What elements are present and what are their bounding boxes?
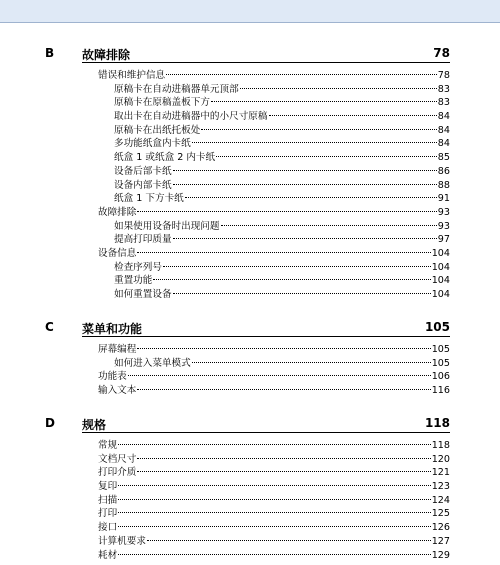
toc-leader-dots [137, 471, 430, 472]
toc-leader-dots [137, 252, 430, 253]
toc-entry-title: 设备内部卡纸 [114, 179, 172, 191]
toc-entry-page: 125 [431, 508, 450, 520]
toc-leader-dots [173, 293, 431, 294]
toc-entry-title: 原稿卡在原稿盖板下方 [114, 97, 210, 109]
toc-entry-page: 84 [437, 111, 450, 123]
toc-leader-dots [118, 526, 431, 527]
toc-leader-dots [211, 101, 437, 102]
toc-entry[interactable] [98, 453, 450, 467]
toc-entry-page: 105 [431, 344, 450, 355]
toc-entry-page: 91 [437, 193, 450, 205]
toc-entry[interactable] [114, 288, 450, 302]
toc-leader-dots [118, 444, 431, 445]
toc-entry[interactable] [114, 165, 450, 179]
toc-entry[interactable] [114, 274, 450, 288]
chapter-letter: B [45, 46, 55, 60]
chapter-rule [82, 62, 450, 63]
toc-entry-page: 105 [431, 357, 450, 369]
toc-entry-page: 104 [431, 247, 450, 259]
toc-entry-page: 93 [437, 206, 450, 218]
toc-entry-page: 106 [431, 371, 450, 383]
toc-entry-title: 接口 [98, 522, 118, 534]
chapter-heading-b [0, 46, 500, 66]
chapter-rule [82, 432, 450, 433]
toc-entry-title: 纸盒 1 下方卡纸 [114, 193, 184, 205]
toc-leader-dots [118, 499, 431, 500]
toc-entry-title: 取出卡在自动进稿器中的小尺寸原稿 [114, 111, 268, 123]
chapter-rule [82, 336, 450, 337]
toc-entry-title: 原稿卡在自动进稿器单元顶部 [114, 83, 239, 95]
toc-entry-page: 84 [437, 138, 450, 150]
toc-entry-title: 纸盒 1 或纸盒 2 内卡纸 [114, 152, 216, 164]
toc-entry-title: 输入文本 [98, 385, 137, 397]
toc-entry-page: 104 [431, 275, 450, 287]
chapter-heading-c [0, 320, 500, 340]
toc-entry-page: 127 [431, 535, 450, 547]
toc-entry[interactable] [98, 439, 450, 453]
toc-entry-title: 如何进入菜单模式 [114, 357, 191, 369]
toc-entry[interactable] [98, 206, 450, 220]
toc-leader-dots [118, 512, 431, 513]
toc-entry[interactable] [114, 96, 450, 110]
toc-entry-page: 118 [431, 440, 450, 451]
toc-entry[interactable] [98, 507, 450, 521]
toc-entry[interactable] [98, 69, 450, 83]
chapter-title: 故障排除 [82, 48, 131, 62]
toc-entry-page: 129 [431, 549, 450, 561]
toc-entry-title: 多功能纸盒内卡纸 [114, 138, 191, 150]
toc-entry-title: 屏幕编程 [98, 344, 137, 355]
chapter-title: 菜单和功能 [82, 322, 143, 336]
toc-list-b [0, 69, 500, 302]
toc-leader-dots [192, 362, 431, 363]
toc-entry-title: 耗材 [98, 549, 118, 561]
toc-leader-dots [173, 184, 437, 185]
toc-entry-title: 常规 [98, 440, 118, 451]
toc-leader-dots [137, 458, 430, 459]
toc-leader-dots [118, 554, 431, 555]
toc-leader-dots [173, 238, 437, 239]
toc-entry-title: 计算机要求 [98, 535, 146, 547]
toc-entry-page: 126 [431, 522, 450, 534]
toc-entry-page: 84 [437, 124, 450, 136]
toc-leader-dots [118, 485, 431, 486]
toc-entry[interactable] [114, 110, 450, 124]
toc-leader-dots [201, 129, 436, 130]
toc-entry[interactable] [98, 494, 450, 508]
toc-entry-page: 124 [431, 494, 450, 506]
toc-entry-page: 123 [431, 481, 450, 493]
toc-entry-page: 120 [431, 453, 450, 465]
toc-entry-title: 重置功能 [114, 275, 153, 287]
toc-entry[interactable] [98, 521, 450, 535]
toc-entry[interactable] [98, 384, 450, 398]
toc-leader-dots [185, 197, 437, 198]
toc-entry-page: 83 [437, 83, 450, 95]
toc-list-c [0, 343, 500, 398]
toc-entry[interactable] [114, 192, 450, 206]
chapter-letter: D [45, 416, 55, 430]
toc-entry[interactable] [98, 370, 450, 384]
toc-entry[interactable] [114, 179, 450, 193]
toc-entry-title: 文档尺寸 [98, 453, 137, 465]
toc-entry-title: 扫描 [98, 494, 118, 506]
toc-entry-title: 原稿卡在出纸托板处 [114, 124, 201, 136]
toc-entry-title: 故障排除 [98, 206, 137, 218]
toc-leader-dots [166, 74, 437, 75]
toc-leader-dots [240, 88, 437, 89]
toc-entry-title: 复印 [98, 481, 118, 493]
toc-entry-title: 功能表 [98, 371, 127, 383]
toc-entry-title: 错误和维护信息 [98, 70, 166, 81]
toc-leader-dots [153, 279, 430, 280]
toc-entry[interactable] [114, 261, 450, 275]
chapter-page: 78 [433, 46, 450, 60]
toc-leader-dots [173, 170, 437, 171]
chapter-page: 118 [424, 416, 450, 430]
toc-leader-dots [147, 540, 431, 541]
toc-entry-title: 打印 [98, 508, 118, 520]
toc-entry-title: 如何重置设备 [114, 289, 172, 300]
toc-leader-dots [137, 389, 430, 390]
toc-entry-title: 如果使用设备时出现问题 [114, 220, 220, 232]
toc-entry-title: 设备信息 [98, 247, 137, 259]
toc-list-d [0, 439, 500, 562]
toc-entry[interactable] [114, 233, 450, 247]
toc-entry-page: 104 [431, 289, 450, 300]
toc-leader-dots [216, 156, 437, 157]
toc-entry[interactable] [98, 535, 450, 549]
toc-leader-dots [137, 348, 430, 349]
toc-leader-dots [269, 115, 437, 116]
toc-leader-dots [128, 375, 431, 376]
toc-entry[interactable] [114, 357, 450, 371]
toc-leader-dots [192, 142, 437, 143]
toc-entry-page: 83 [437, 97, 450, 109]
toc-entry-page: 104 [431, 261, 450, 273]
toc-entry-page: 121 [431, 467, 450, 479]
toc-entry[interactable] [114, 83, 450, 97]
toc-entry[interactable] [98, 480, 450, 494]
toc-entry[interactable] [98, 343, 450, 357]
toc-entry-page: 97 [437, 234, 450, 246]
chapter-page: 105 [424, 320, 450, 334]
toc-entry-title: 检查序列号 [114, 261, 162, 273]
toc-entry-page: 116 [431, 385, 450, 397]
chapter-heading-d [0, 416, 500, 436]
toc-entry-page: 78 [437, 70, 450, 81]
chapter-title: 规格 [82, 418, 107, 432]
chapter-letter: C [45, 320, 54, 334]
toc-entry-page: 85 [437, 152, 450, 164]
toc-entry-title: 提高打印质量 [114, 234, 172, 246]
toc-entry[interactable] [114, 124, 450, 138]
toc-leader-dots [163, 266, 431, 267]
toc-entry[interactable] [114, 220, 450, 234]
page-header-band [0, 0, 500, 23]
toc-entry-page: 88 [437, 179, 450, 191]
toc-entry-title: 打印介质 [98, 467, 137, 479]
toc-entry[interactable] [98, 549, 450, 563]
toc-leader-dots [137, 211, 436, 212]
toc-entry[interactable] [98, 466, 450, 480]
toc-entry-page: 86 [437, 165, 450, 177]
toc-entry-title: 设备后部卡纸 [114, 165, 172, 177]
toc-entry[interactable] [114, 137, 450, 151]
toc-entry[interactable] [114, 151, 450, 165]
toc-leader-dots [221, 225, 437, 226]
toc-entry[interactable] [98, 247, 450, 261]
toc-entry-page: 93 [437, 220, 450, 232]
